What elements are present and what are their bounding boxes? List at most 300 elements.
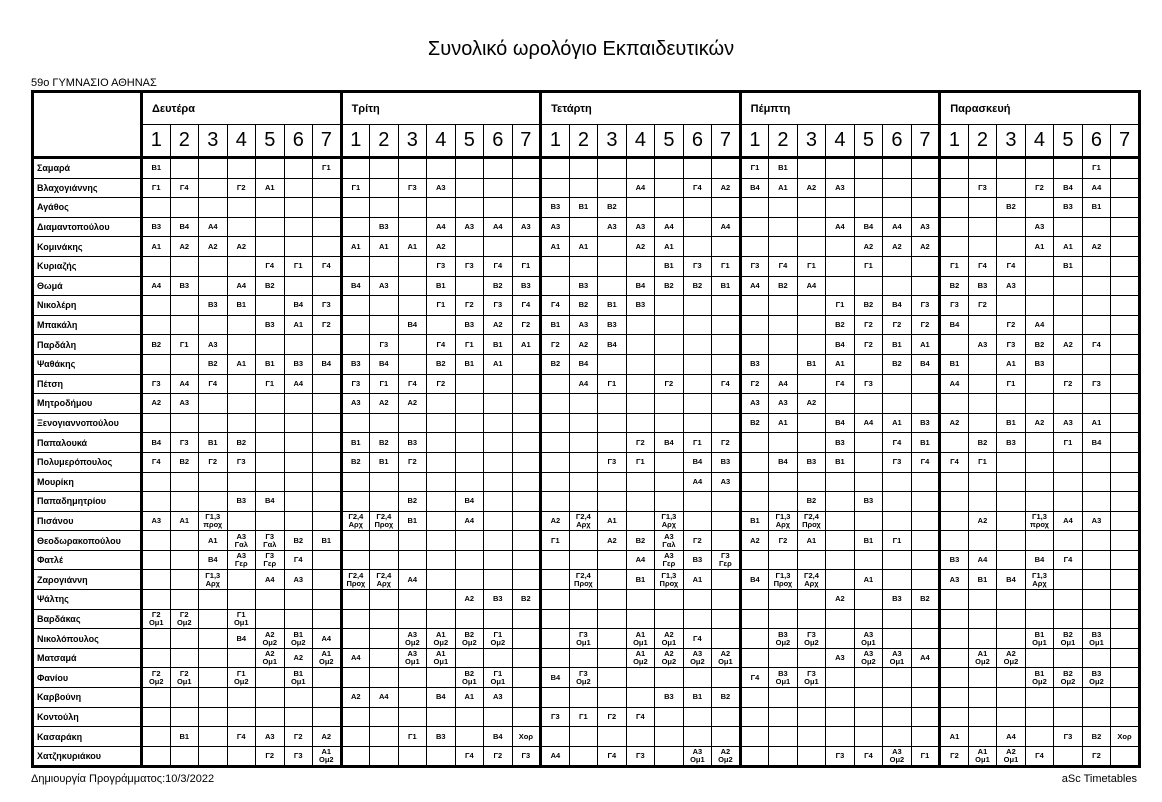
- lesson-label: Α3: [379, 280, 389, 290]
- lesson-cell: [142, 394, 171, 414]
- lesson-cell: [199, 335, 228, 355]
- lesson-label: Γ4: [1035, 751, 1044, 761]
- lesson-cell: [826, 256, 855, 276]
- lesson-cell: [142, 374, 171, 394]
- lesson-cell: [455, 648, 484, 668]
- lesson-label: Β4: [835, 339, 845, 349]
- lesson-label: Α4: [1034, 320, 1045, 330]
- lesson-cell: [940, 178, 969, 198]
- lesson-label: Β1: [407, 515, 418, 525]
- lesson-label: Γ1: [1006, 378, 1016, 388]
- lesson-cell: [142, 492, 171, 512]
- lesson-label: Β2: [493, 280, 503, 290]
- lesson-label: Γ4: [321, 261, 331, 271]
- lesson-cell: [484, 413, 513, 433]
- lesson-label: Β4: [863, 222, 874, 232]
- lesson-cell: [940, 629, 969, 649]
- lesson-cell: [398, 550, 427, 570]
- lesson-cell: [398, 394, 427, 414]
- lesson-cell: [256, 668, 285, 688]
- lesson-cell: [626, 492, 655, 512]
- period-header: 3: [398, 125, 427, 158]
- lesson-cell: [256, 688, 285, 708]
- lesson-cell: [883, 217, 912, 237]
- lesson-label: Α1: [635, 629, 646, 639]
- lesson-cell: [541, 609, 570, 629]
- lesson-label: Α1: [293, 320, 304, 330]
- lesson-label: Β4: [321, 359, 332, 369]
- lesson-cell: [1082, 531, 1111, 551]
- lesson-label: Γ4: [208, 378, 218, 388]
- footer-brand: aSc Timetables: [1061, 773, 1137, 785]
- lesson-cell: [569, 394, 598, 414]
- lesson-cell: [797, 296, 826, 316]
- lesson-label: Α3: [1034, 222, 1045, 232]
- lesson-label: Α3: [151, 515, 162, 525]
- lesson-label: Ομ1: [576, 637, 591, 647]
- lesson-cell: [199, 276, 228, 296]
- lesson-cell: [740, 413, 769, 433]
- lesson-label: Γ4: [750, 672, 760, 682]
- lesson-label: Α3: [436, 182, 446, 192]
- lesson-cell: [455, 570, 484, 590]
- lesson-cell: [683, 492, 712, 512]
- lesson-cell: [740, 237, 769, 257]
- lesson-label: Ομ2: [148, 676, 164, 686]
- lesson-cell: [1082, 237, 1111, 257]
- lesson-cell: [712, 472, 741, 492]
- period-header: 2: [170, 125, 199, 158]
- lesson-cell: [170, 531, 199, 551]
- lesson-label: Β3: [151, 222, 162, 232]
- lesson-label: Α3: [778, 398, 788, 408]
- teacher-name: Αγάθος: [33, 198, 142, 218]
- lesson-cell: [569, 237, 598, 257]
- lesson-cell: [256, 178, 285, 198]
- lesson-cell: [740, 668, 769, 688]
- lesson-label: Α3: [550, 222, 561, 232]
- lesson-cell: [1054, 198, 1083, 218]
- lesson-label: Β2: [207, 359, 218, 369]
- lesson-cell: [1025, 688, 1054, 708]
- lesson-cell: [541, 668, 570, 688]
- lesson-label: Γ2: [464, 300, 474, 310]
- lesson-cell: [370, 374, 399, 394]
- lesson-cell: [370, 550, 399, 570]
- lesson-cell: [1025, 472, 1054, 492]
- lesson-cell: [569, 590, 598, 610]
- lesson-cell: [313, 394, 342, 414]
- lesson-cell: [398, 511, 427, 531]
- lesson-label: Β2: [635, 535, 646, 545]
- lesson-label: Β4: [264, 496, 275, 506]
- lesson-label: Β3: [835, 437, 845, 447]
- lesson-label: Α2: [607, 535, 617, 545]
- lesson-cell: [1082, 198, 1111, 218]
- lesson-cell: [427, 511, 456, 531]
- lesson-cell: [142, 511, 171, 531]
- lesson-cell: [911, 433, 940, 453]
- lesson-label: Ομ1: [490, 676, 506, 686]
- lesson-cell: [997, 354, 1026, 374]
- lesson-cell: [712, 550, 741, 570]
- lesson-cell: [455, 433, 484, 453]
- lesson-label: Β4: [379, 359, 389, 369]
- lesson-cell: [284, 590, 313, 610]
- lesson-cell: [455, 276, 484, 296]
- lesson-cell: [541, 648, 570, 668]
- lesson-cell: [968, 472, 997, 492]
- lesson-label: Α3: [1063, 418, 1073, 428]
- lesson-cell: [769, 315, 798, 335]
- lesson-cell: [199, 433, 228, 453]
- lesson-label: Γ4: [778, 261, 788, 271]
- lesson-cell: [313, 433, 342, 453]
- lesson-label: Α1: [892, 418, 902, 428]
- lesson-cell: [1082, 492, 1111, 512]
- lesson-cell: [142, 472, 171, 492]
- lesson-cell: [427, 570, 456, 590]
- period-header: 4: [826, 125, 855, 158]
- lesson-label: Ομ1: [1032, 637, 1047, 647]
- lesson-label: Γ2: [920, 320, 930, 330]
- lesson-cell: [854, 178, 883, 198]
- lesson-label: Προχ: [346, 578, 366, 588]
- lesson-label: Β3: [1006, 437, 1016, 447]
- lesson-cell: [1111, 315, 1140, 335]
- lesson-cell: [940, 492, 969, 512]
- lesson-cell: [256, 531, 285, 551]
- lesson-cell: [484, 668, 513, 688]
- lesson-label: Γ1: [579, 711, 588, 721]
- lesson-cell: [1082, 178, 1111, 198]
- lesson-cell: [569, 550, 598, 570]
- lesson-cell: [797, 531, 826, 551]
- lesson-label: Β1: [892, 339, 902, 349]
- lesson-cell: [142, 609, 171, 629]
- lesson-label: Β3: [635, 300, 646, 310]
- lesson-label: Β4: [436, 692, 446, 702]
- lesson-cell: [227, 452, 256, 472]
- lesson-cell: [569, 668, 598, 688]
- lesson-cell: [968, 511, 997, 531]
- lesson-cell: [655, 452, 684, 472]
- lesson-cell: [512, 217, 541, 237]
- lesson-cell: [341, 609, 370, 629]
- lesson-cell: [712, 746, 741, 767]
- lesson-cell: [1054, 492, 1083, 512]
- lesson-cell: [797, 727, 826, 747]
- lesson-label: Β2: [920, 594, 930, 604]
- lesson-cell: [1054, 727, 1083, 747]
- lesson-cell: [911, 276, 940, 296]
- lesson-cell: [199, 374, 228, 394]
- lesson-label: Γ1: [493, 668, 503, 678]
- lesson-label: Ομ2: [804, 637, 819, 647]
- lesson-label: Γ3: [807, 668, 816, 678]
- lesson-cell: [740, 746, 769, 767]
- lesson-cell: [854, 531, 883, 551]
- lesson-cell: [227, 570, 256, 590]
- lesson-cell: [1082, 158, 1111, 179]
- lesson-cell: [854, 629, 883, 649]
- lesson-cell: [256, 394, 285, 414]
- lesson-cell: [1054, 433, 1083, 453]
- lesson-cell: [170, 158, 199, 179]
- lesson-label: Β2: [949, 280, 960, 290]
- lesson-cell: [512, 707, 541, 727]
- lesson-label: Β3: [692, 555, 703, 565]
- lesson-cell: [370, 472, 399, 492]
- lesson-cell: [256, 570, 285, 590]
- lesson-cell: [284, 354, 313, 374]
- lesson-cell: [940, 335, 969, 355]
- lesson-label: Γ2: [693, 535, 702, 545]
- lesson-cell: [370, 296, 399, 316]
- lesson-label: Α1: [1091, 418, 1102, 428]
- lesson-label: Β3: [607, 320, 617, 330]
- period-header: 7: [313, 125, 342, 158]
- lesson-cell: [883, 354, 912, 374]
- lesson-cell: [968, 276, 997, 296]
- lesson-cell: [740, 707, 769, 727]
- lesson-cell: [142, 198, 171, 218]
- lesson-cell: [1082, 550, 1111, 570]
- lesson-cell: [227, 727, 256, 747]
- lesson-label: Α3: [236, 551, 247, 561]
- lesson-label: Γ4: [151, 457, 161, 467]
- lesson-cell: [740, 335, 769, 355]
- lesson-cell: [512, 668, 541, 688]
- lesson-label: Γ3: [636, 751, 645, 761]
- lesson-cell: [1111, 296, 1140, 316]
- lesson-cell: [826, 276, 855, 296]
- teacher-name: Ψάλτης: [33, 590, 142, 610]
- lesson-label: Β3: [892, 594, 902, 604]
- lesson-label: Α2: [264, 629, 275, 639]
- lesson-cell: [854, 433, 883, 453]
- period-header: 1: [541, 125, 570, 158]
- lesson-label: Ομ1: [462, 676, 477, 686]
- lesson-cell: [1111, 707, 1140, 727]
- lesson-cell: [398, 178, 427, 198]
- lesson-cell: [199, 492, 228, 512]
- lesson-cell: [142, 158, 171, 179]
- lesson-cell: [284, 668, 313, 688]
- teacher-name: Χατζηκυριάκου: [33, 746, 142, 767]
- lesson-label: Α2: [1006, 747, 1016, 757]
- lesson-cell: [626, 374, 655, 394]
- lesson-cell: [199, 413, 228, 433]
- lesson-cell: [712, 609, 741, 629]
- lesson-cell: [284, 315, 313, 335]
- lesson-cell: [370, 413, 399, 433]
- lesson-label: Αρχ: [661, 519, 677, 529]
- lesson-label: Β3: [236, 496, 247, 506]
- lesson-label: Β3: [351, 359, 361, 369]
- lesson-label: Α1: [806, 535, 817, 545]
- lesson-label: Γ4: [236, 731, 246, 741]
- lesson-label: Γ3: [693, 261, 702, 271]
- lesson-cell: [1025, 276, 1054, 296]
- lesson-cell: [484, 570, 513, 590]
- lesson-cell: [683, 237, 712, 257]
- lesson-cell: [313, 511, 342, 531]
- lesson-cell: [541, 570, 570, 590]
- lesson-cell: [997, 531, 1026, 551]
- lesson-cell: [883, 315, 912, 335]
- lesson-cell: [797, 648, 826, 668]
- lesson-cell: [826, 413, 855, 433]
- teacher-name: Καρβούνη: [33, 688, 142, 708]
- lesson-cell: [683, 394, 712, 414]
- lesson-cell: [1111, 237, 1140, 257]
- lesson-label: Α1: [778, 418, 788, 428]
- lesson-label: Ομ2: [576, 676, 591, 686]
- lesson-label: Α4: [436, 222, 446, 232]
- lesson-label: Β4: [635, 280, 646, 290]
- lesson-cell: [769, 648, 798, 668]
- lesson-cell: [683, 433, 712, 453]
- lesson-cell: [1054, 217, 1083, 237]
- lesson-cell: [655, 746, 684, 767]
- lesson-cell: [1082, 590, 1111, 610]
- lesson-label: Α3: [892, 649, 902, 659]
- lesson-label: Γ2: [321, 320, 331, 330]
- lesson-label: Αρχ: [576, 519, 591, 529]
- lesson-cell: [1054, 550, 1083, 570]
- lesson-cell: [170, 609, 199, 629]
- lesson-cell: [313, 727, 342, 747]
- lesson-cell: [398, 746, 427, 767]
- lesson-label: Α3: [464, 222, 475, 232]
- lesson-cell: [1025, 727, 1054, 747]
- lesson-cell: [854, 198, 883, 218]
- teacher-row: [33, 629, 1140, 649]
- lesson-cell: [199, 629, 228, 649]
- teacher-row: [33, 276, 1140, 296]
- teacher-row: [33, 668, 1140, 688]
- lesson-cell: [142, 256, 171, 276]
- lesson-cell: [683, 217, 712, 237]
- lesson-label: Γ2: [179, 609, 189, 619]
- lesson-cell: [569, 178, 598, 198]
- lesson-label: Β2: [1006, 202, 1016, 212]
- lesson-cell: [626, 550, 655, 570]
- lesson-label: Ομ2: [290, 637, 306, 647]
- lesson-cell: [170, 746, 199, 767]
- teacher-row: [33, 727, 1140, 747]
- lesson-label: Α1: [977, 747, 988, 757]
- lesson-cell: [256, 315, 285, 335]
- lesson-label: Α4: [863, 418, 874, 428]
- lesson-cell: [484, 492, 513, 512]
- lesson-label: Α1: [920, 339, 930, 349]
- lesson-cell: [997, 158, 1026, 179]
- lesson-label: Ομ1: [1060, 637, 1076, 647]
- lesson-label: Γ1: [721, 261, 730, 271]
- lesson-cell: [256, 198, 285, 218]
- lesson-cell: [626, 452, 655, 472]
- teacher-row: [33, 394, 1140, 414]
- lesson-cell: [142, 550, 171, 570]
- lesson-cell: [370, 590, 399, 610]
- lesson-cell: [1025, 629, 1054, 649]
- lesson-cell: [968, 570, 997, 590]
- teacher-row: [33, 746, 1140, 767]
- lesson-cell: [769, 629, 798, 649]
- lesson-cell: [256, 296, 285, 316]
- lesson-cell: [968, 688, 997, 708]
- lesson-label: Αρχ: [775, 519, 791, 529]
- lesson-label: Β4: [151, 437, 162, 447]
- lesson-cell: [512, 178, 541, 198]
- lesson-cell: [740, 158, 769, 179]
- lesson-label: Ομ2: [318, 755, 334, 765]
- lesson-label: Β2: [664, 280, 674, 290]
- lesson-cell: [626, 315, 655, 335]
- teacher-name: Διαμαντοπούλου: [33, 217, 142, 237]
- lesson-cell: [1082, 629, 1111, 649]
- lesson-cell: [541, 335, 570, 355]
- lesson-label: Γερ: [263, 559, 277, 569]
- lesson-cell: [1082, 217, 1111, 237]
- lesson-cell: [797, 256, 826, 276]
- lesson-label: Α1: [264, 182, 275, 192]
- lesson-label: Α1: [1063, 241, 1073, 251]
- lesson-cell: [427, 590, 456, 610]
- day-header: Πέμπτη: [740, 92, 940, 125]
- lesson-cell: [1054, 609, 1083, 629]
- lesson-label: Α3: [863, 629, 874, 639]
- lesson-label: Α4: [1006, 731, 1016, 741]
- lesson-label: Γ1: [920, 751, 930, 761]
- lesson-label: Α3: [949, 574, 960, 584]
- lesson-cell: [626, 609, 655, 629]
- lesson-label: Α3: [892, 747, 902, 757]
- lesson-cell: [883, 707, 912, 727]
- lesson-cell: [940, 590, 969, 610]
- lesson-cell: [683, 178, 712, 198]
- lesson-cell: [569, 452, 598, 472]
- lesson-label: Α2: [664, 629, 674, 639]
- lesson-label: Γ1: [407, 731, 417, 741]
- lesson-cell: [170, 354, 199, 374]
- lesson-cell: [797, 746, 826, 767]
- lesson-label: Γ2: [208, 457, 218, 467]
- lesson-cell: [512, 648, 541, 668]
- lesson-label: Ομ2: [661, 657, 677, 667]
- lesson-cell: [455, 158, 484, 179]
- lesson-cell: [655, 276, 684, 296]
- lesson-cell: [826, 217, 855, 237]
- lesson-label: Β4: [493, 731, 503, 741]
- lesson-cell: [541, 531, 570, 551]
- lesson-cell: [170, 452, 199, 472]
- lesson-label: Γ4: [1006, 261, 1016, 271]
- lesson-label: Α1: [835, 359, 845, 369]
- lesson-cell: [541, 256, 570, 276]
- lesson-label: Α3: [835, 182, 845, 192]
- lesson-cell: [712, 276, 741, 296]
- lesson-cell: [1054, 531, 1083, 551]
- lesson-cell: [854, 413, 883, 433]
- teacher-name: Θωμά: [33, 276, 142, 296]
- lesson-cell: [398, 570, 427, 590]
- lesson-cell: [626, 570, 655, 590]
- lesson-cell: [370, 707, 399, 727]
- lesson-cell: [427, 472, 456, 492]
